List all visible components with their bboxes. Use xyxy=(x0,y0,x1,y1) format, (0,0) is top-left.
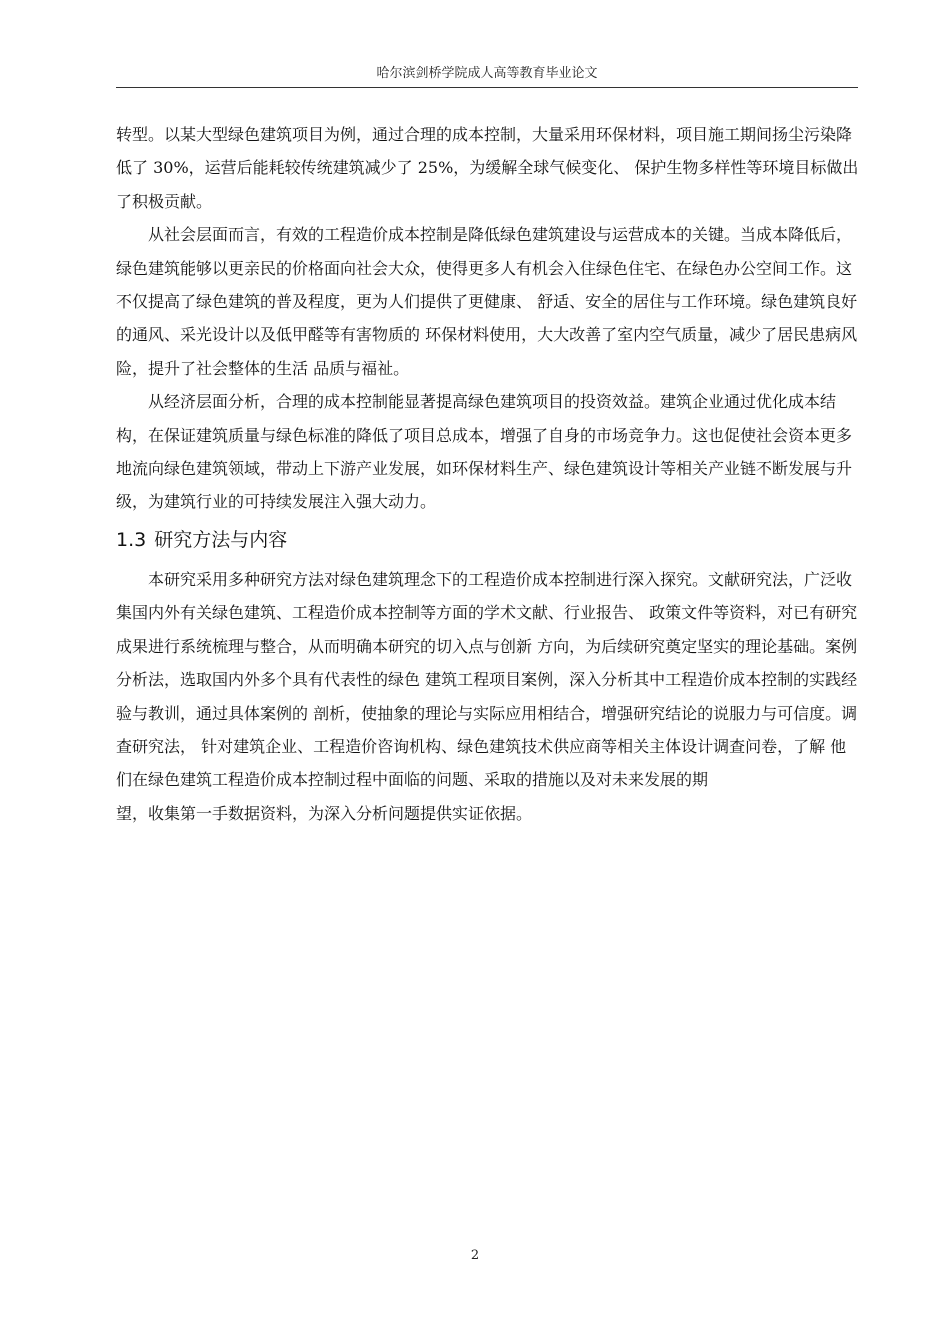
section-heading xyxy=(116,523,862,557)
section-title: 研究方法与内容 xyxy=(154,528,288,551)
paragraph-environmental: 转型。以某大型绿色建筑项目为例，通过合理的成本控制，大量采用环保材料，项目施工期间扬尘污染降低了 30%，运营后能耗较传统建筑减少了 25%，为缓解全球气候变化、 保护生物多样性等环境目标做出了积极贡献。 xyxy=(116,125,859,211)
header-title: 哈尔滨剑桥学院成人高等教育毕业论文 xyxy=(376,66,598,81)
page-number: 2 xyxy=(470,1248,480,1263)
paragraph-research-methods-continued: 望，收集第一手数据资料，为深入分析问题提供实证依据。 xyxy=(116,803,533,823)
page-header xyxy=(116,62,858,88)
document-body xyxy=(116,118,862,830)
paragraph-social: 从社会层面而言，有效的工程造价成本控制是降低绿色建筑建设与运营成本的关键。当成本降低后，绿色建筑能够以更亲民的价格面向社会大众，使得更多人有机会入住绿色住宅、在绿色办公空间工作。这不仅提高了绿色建筑的普及程度，更为人们提供了更健康、 舒适、安全的居住与工作环境。绿色建筑良好的通风、采光设计以及低甲醛等有害物质的 环保材料使用，大大改善了室内空气质量，减少了居民患病风险，提升了社会整体的生活 品质与福祉。 xyxy=(116,225,858,378)
section-number: 1.3 xyxy=(116,528,147,551)
paragraph-economic: 从经济层面分析，合理的成本控制能显著提高绿色建筑项目的投资效益。建筑企业通过优化成本结构，在保证建筑质量与绿色标准的降低了项目总成本，增强了自身的市场竞争力。这也促使社会资本更多地流向绿色建筑领域，带动上下游产业发展，如环保材料生产、绿色建筑设计等相关产业链不断发展与升级，为建筑行业的可持续发展注入强大动力。 xyxy=(116,392,853,512)
paragraph-research-methods: 本研究采用多种研究方法对绿色建筑理念下的工程造价成本控制进行深入探究。文献研究法，广泛收集国内外有关绿色建筑、工程造价成本控制等方面的学术文献、行业报告、 政策文件等资料，对已有研究成果进行系统梳理与整合，从而明确本研究的切入点与创新 方向，为后续研究奠定坚实的理论基础。案例分析法，选取国内外多个具有代表性的绿色 建筑工程项目案例，深入分析其中工程造价成本控制的实践经验与教训，通过具体案例的 剖析，使抽象的理论与实际应用相结合，增强研究结论的说服力与可信度。调查研究法， 针对建筑企业、工程造价咨询机构、绿色建筑技术供应商等相关主体设计调查问卷，了解 他们在绿色建筑工程造价成本控制过程中面临的问题、采取的措施以及对未来发展的期 xyxy=(116,569,858,790)
